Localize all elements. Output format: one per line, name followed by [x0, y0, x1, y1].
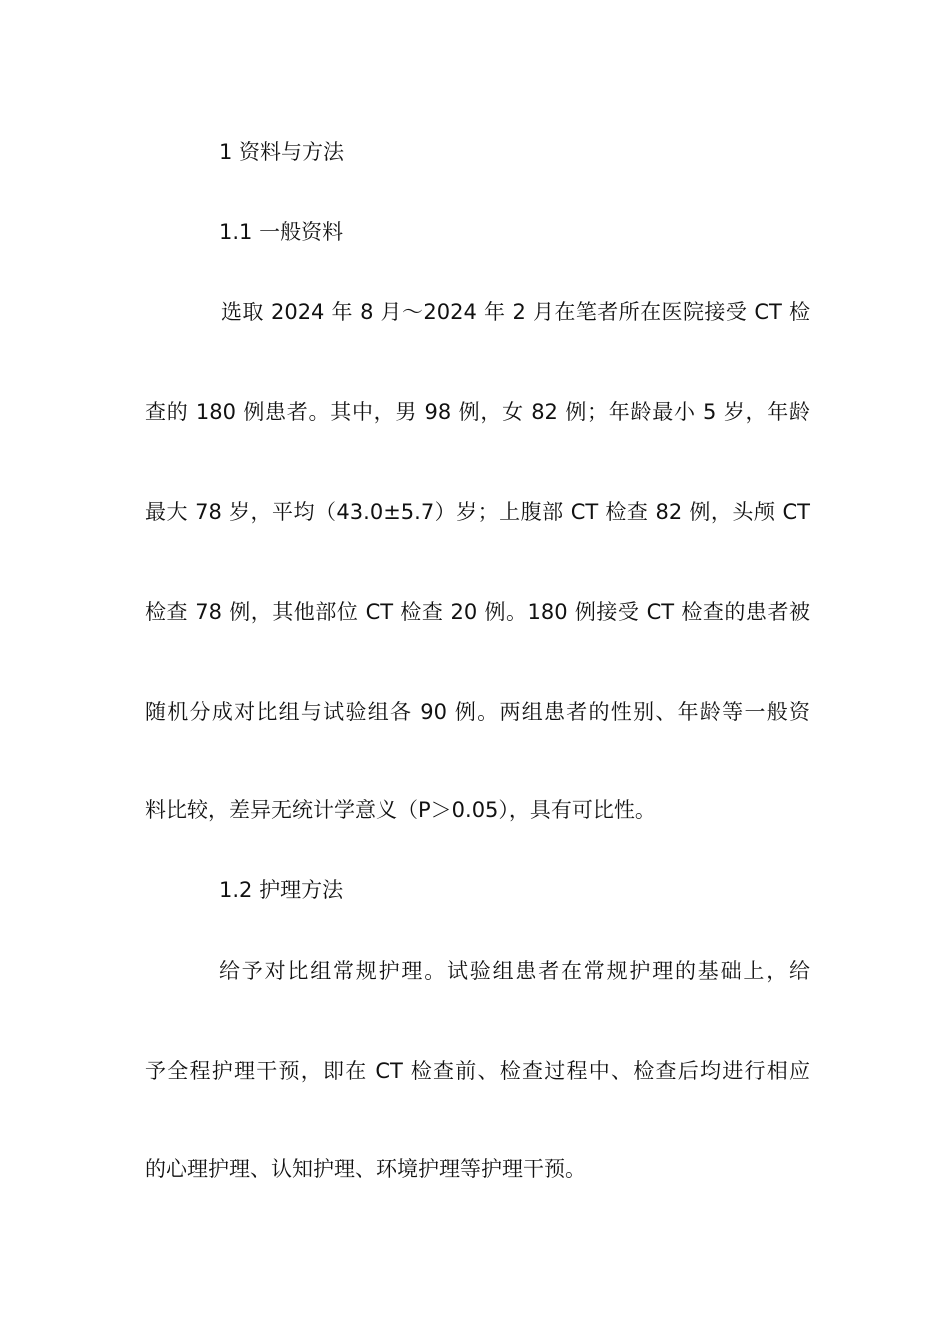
- heading-1-1: 1.1 一般资料: [219, 220, 344, 244]
- paragraph-line: 的心理护理、认知护理、环境护理等护理干预。: [145, 1157, 586, 1181]
- paragraph-line: 检查 78 例，其他部位 CT 检查 20 例。180 例接受 CT 检查的患者被: [145, 600, 810, 624]
- paragraph-line: 随机分成对比组与试验组各 90 例。两组患者的性别、年龄等一般资: [145, 700, 810, 724]
- paragraph-line: 最大 78 岁，平均（43.0±5.7）岁；上腹部 CT 检查 82 例，头颅 CT: [145, 500, 810, 524]
- paragraph-line: 给予对比组常规护理。试验组患者在常规护理的基础上，给: [219, 959, 810, 983]
- paragraph-line: 选取 2024 年 8 月～2024 年 2 月在笔者所在医院接受 CT 检: [221, 300, 810, 324]
- heading-1-2: 1.2 护理方法: [219, 878, 344, 902]
- paragraph-line: 料比较，差异无统计学意义（P＞0.05），具有可比性。: [145, 798, 656, 822]
- paragraph-line: 查的 180 例患者。其中，男 98 例，女 82 例；年龄最小 5 岁，年龄: [145, 400, 810, 424]
- heading-1: 1 资料与方法: [219, 140, 345, 164]
- paragraph-line: 予全程护理干预，即在 CT 检查前、检查过程中、检查后均进行相应: [145, 1059, 810, 1083]
